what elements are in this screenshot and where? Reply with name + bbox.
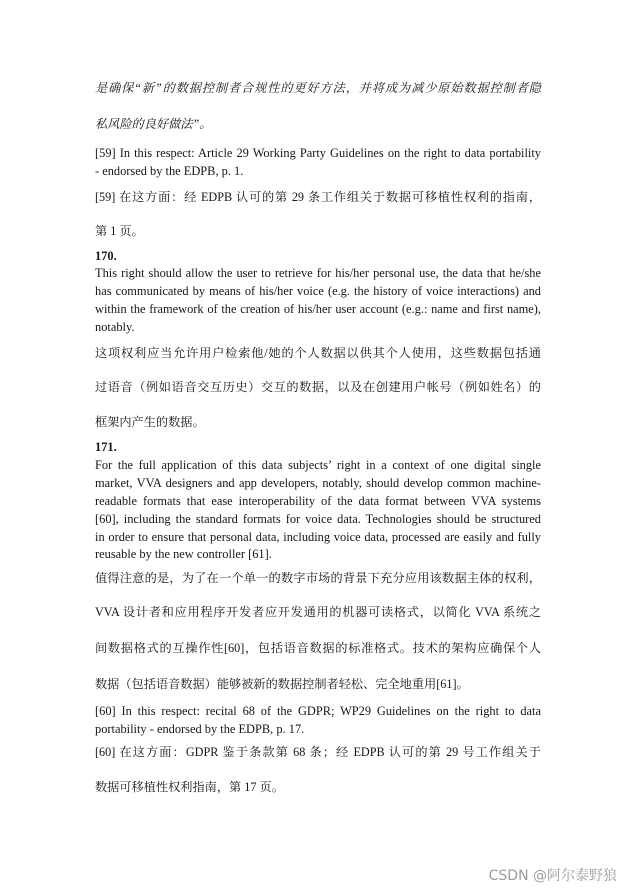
footnote-59-en-line: - endorsed by the EDPB, p. 1. [95, 164, 244, 178]
para-171-zh-line: VVA 设计者和应用程序开发者应开发通用的机器可读格式，以简化 VVA 系统之 [95, 605, 541, 619]
para-171-zh-line: 值得注意的是，为了在一个单一的数字市场的背景下充分应用该数据主体的权利， [95, 571, 541, 585]
para-171-en-line: readable formats that ease interoperability of the data format between VVA systems [95, 494, 541, 508]
para-170-en-line: notably. [95, 320, 135, 334]
para-170-en-line: within the framework of the creation of his/her user account (e.g.: name and first name), [95, 302, 541, 316]
para-170-en-line: has communicated by means of his/her voice (e.g. the history of voice interactions) and [95, 284, 541, 298]
para-171-en-line: [60], including the standard formats for voice data. Technologies should be structured [95, 512, 541, 526]
para-171-zh-line: 间数据格式的互操作性[60]，包括语音数据的标准格式。技术的架构应确保个人 [95, 641, 541, 655]
intro-zh-line: 是确保“新”的数据控制者合规性的更好方法，并将成为减少原始数据控制者隐 [95, 81, 541, 95]
footnote-60-en-line: portability - endorsed by the EDPB, p. 17. [95, 722, 305, 736]
footnote-60-en-line: [60] In this respect: recital 68 of the GDPR; WP29 Guidelines on the right to data [95, 704, 541, 718]
para-170-zh-line: 这项权利应当允许用户检索他/她的个人数据以供其个人使用，这些数据包括通 [95, 346, 541, 360]
para-171-en-line: For the full application of this data subjects’ right in a context of one digital single [95, 458, 541, 472]
footnote-59-en-line: [59] In this respect: Article 29 Working Party Guidelines on the right to data portability [95, 146, 541, 160]
footnote-60-zh-line: 数据可移植性权利指南，第 17 页。 [95, 780, 284, 794]
para-171-en-line: reusable by the new controller [61]. [95, 547, 272, 561]
footnote-60-zh-line: [60] 在这方面：GDPR 鉴于条款第 68 条；经 EDPB 认可的第 29 号工作组关于 [95, 745, 541, 759]
paragraph-number-171: 171. [95, 440, 117, 454]
intro-zh-line: 私风险的良好做法”。 [95, 117, 212, 131]
para-171-en-line: market, VVA designers and app developers, notably, should develop common machine- [95, 476, 541, 490]
paragraph-number-170: 170. [95, 249, 117, 263]
para-171-zh-line: 数据（包括语音数据）能够被新的数据控制者轻松、完全地重用[61]。 [95, 677, 469, 691]
para-170-zh-line: 框架内产生的数据。 [95, 415, 205, 429]
footnote-59-zh-line: 第 1 页。 [95, 224, 144, 238]
csdn-watermark: CSDN @阿尔泰野狼 [488, 868, 617, 884]
para-170-en-line: This right should allow the user to retrieve for his/her personal use, the data that he/she [95, 266, 541, 280]
footnote-59-zh-line: [59] 在这方面：经 EDPB 认可的第 29 条工作组关于数据可移植性权利的指南， [95, 190, 541, 204]
para-171-en-line: in order to ensure that personal data, including voice data, processed are easily and fully [95, 530, 541, 544]
para-170-zh-line: 过语音（例如语音交互历史）交互的数据，以及在创建用户帐号（例如姓名）的 [95, 380, 541, 394]
